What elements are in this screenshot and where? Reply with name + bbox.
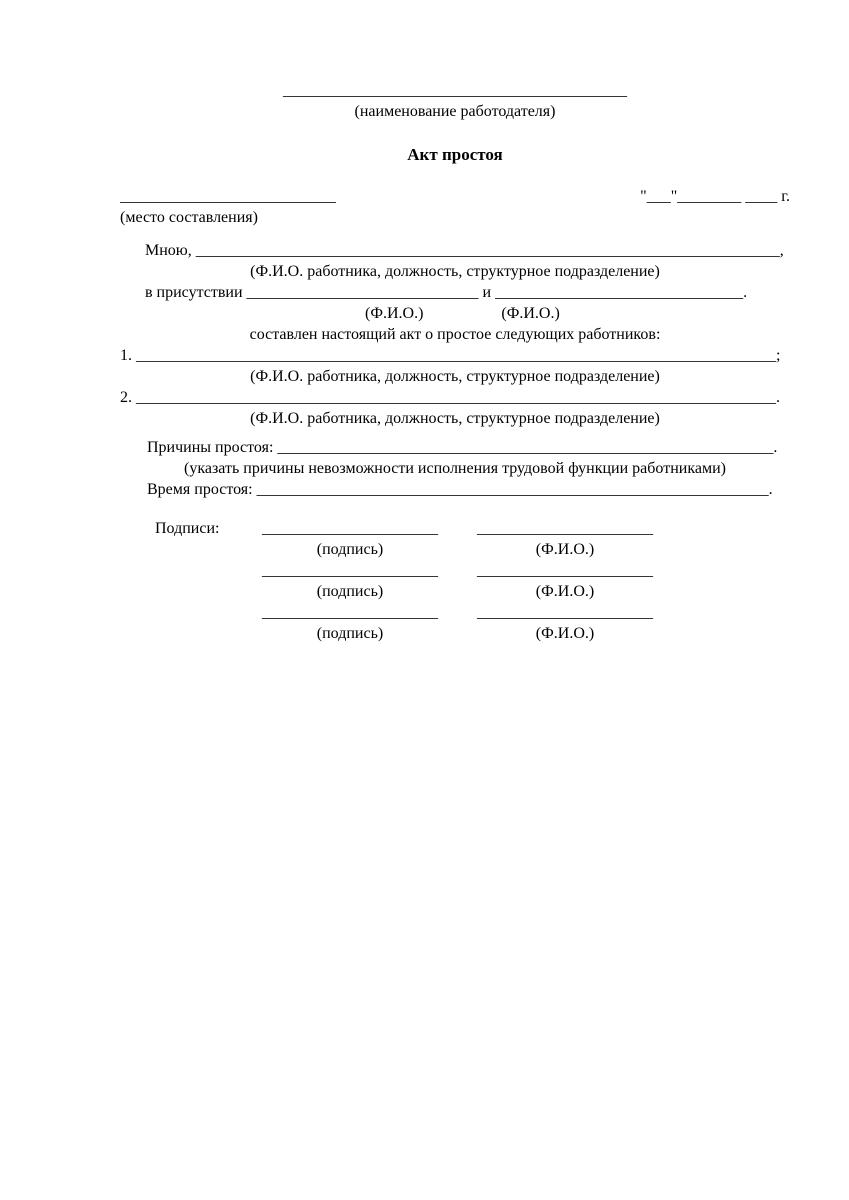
place-line: ___________________________ [120,188,336,205]
fio-caption-2: (Ф.И.О.) [501,305,560,322]
signature-caption: (подпись) [316,541,384,558]
reasons-label: Причины простоя: [147,439,274,456]
presence-line-1: _____________________________ [246,284,479,301]
signature-caption: (подпись) [316,625,384,642]
signatures-section [120,518,790,644]
worker-item-1-number: 1. [120,347,132,364]
presence-label: в присутствии [145,284,243,301]
date-line: "___"________ ____ г. [640,188,790,205]
fio-line: ______________________ [477,562,653,579]
act-statement: составлен настоящий акт о простое следующих работников: [249,326,661,343]
presence-line-2: _______________________________. [495,284,748,301]
time-label: Время простоя: [147,481,253,498]
worker-item-1-line: ________________________________________________________________________________; [136,347,781,364]
time-line: ________________________________________________________________. [256,481,773,498]
place-date-row [120,186,790,207]
time-row [120,479,790,500]
employer-name-line: ___________________________________________ [283,82,627,99]
signature-line: ______________________ [262,604,438,621]
reasons-caption: (указать причины невозможности исполнения трудовой функции работниками) [184,460,726,477]
signature-caption: (подпись) [316,583,384,600]
fio-caption: (Ф.И.О.) [535,541,595,558]
fio-caption-row [120,303,790,324]
document-title: Акт простоя [407,145,503,164]
signatures-label: Подписи: [155,520,220,537]
reasons-row [120,437,790,458]
fio-line: ______________________ [477,604,653,621]
worker-item-1-caption: (Ф.И.О. работника, должность, структурное подразделение) [250,368,660,385]
worker-item-2-line: ________________________________________________________________________________. [136,389,780,406]
reasons-line: ______________________________________________________________. [277,439,778,456]
signature-row-2 [260,560,655,602]
fio-caption: (Ф.И.О.) [535,625,595,642]
fio-cell [475,518,655,560]
presence-and: и [482,284,492,301]
signature-row-1 [260,518,655,560]
by-me-row [120,240,790,261]
fio-caption-1: (Ф.И.О.) [365,305,424,322]
signature-cell [260,518,440,560]
fio-line: ______________________ [477,520,653,537]
worker-item-2-caption: (Ф.И.О. работника, должность, структурное подразделение) [250,410,660,427]
signature-cell [260,602,440,644]
body-section [120,240,790,429]
employer-name-caption: (наименование работодателя) [354,103,556,120]
signature-cell [260,560,440,602]
reasons-section [120,437,790,500]
signature-line: ______________________ [262,520,438,537]
worker-item-2-number: 2. [120,389,132,406]
by-me-caption: (Ф.И.О. работника, должность, структурное подразделение) [250,263,660,280]
fio-cell [475,602,655,644]
presence-row [120,282,790,303]
signature-row-3 [260,602,655,644]
fio-caption: (Ф.И.О.) [535,583,595,600]
worker-item-2 [120,387,790,408]
by-me-line: _________________________________________________________________________, [195,242,784,259]
worker-item-1 [120,345,790,366]
by-me-label: Мною, [145,242,192,259]
signatures-columns [260,518,655,644]
fio-cell [475,560,655,602]
signature-line: ______________________ [262,562,438,579]
place-caption: (место составления) [120,209,258,226]
